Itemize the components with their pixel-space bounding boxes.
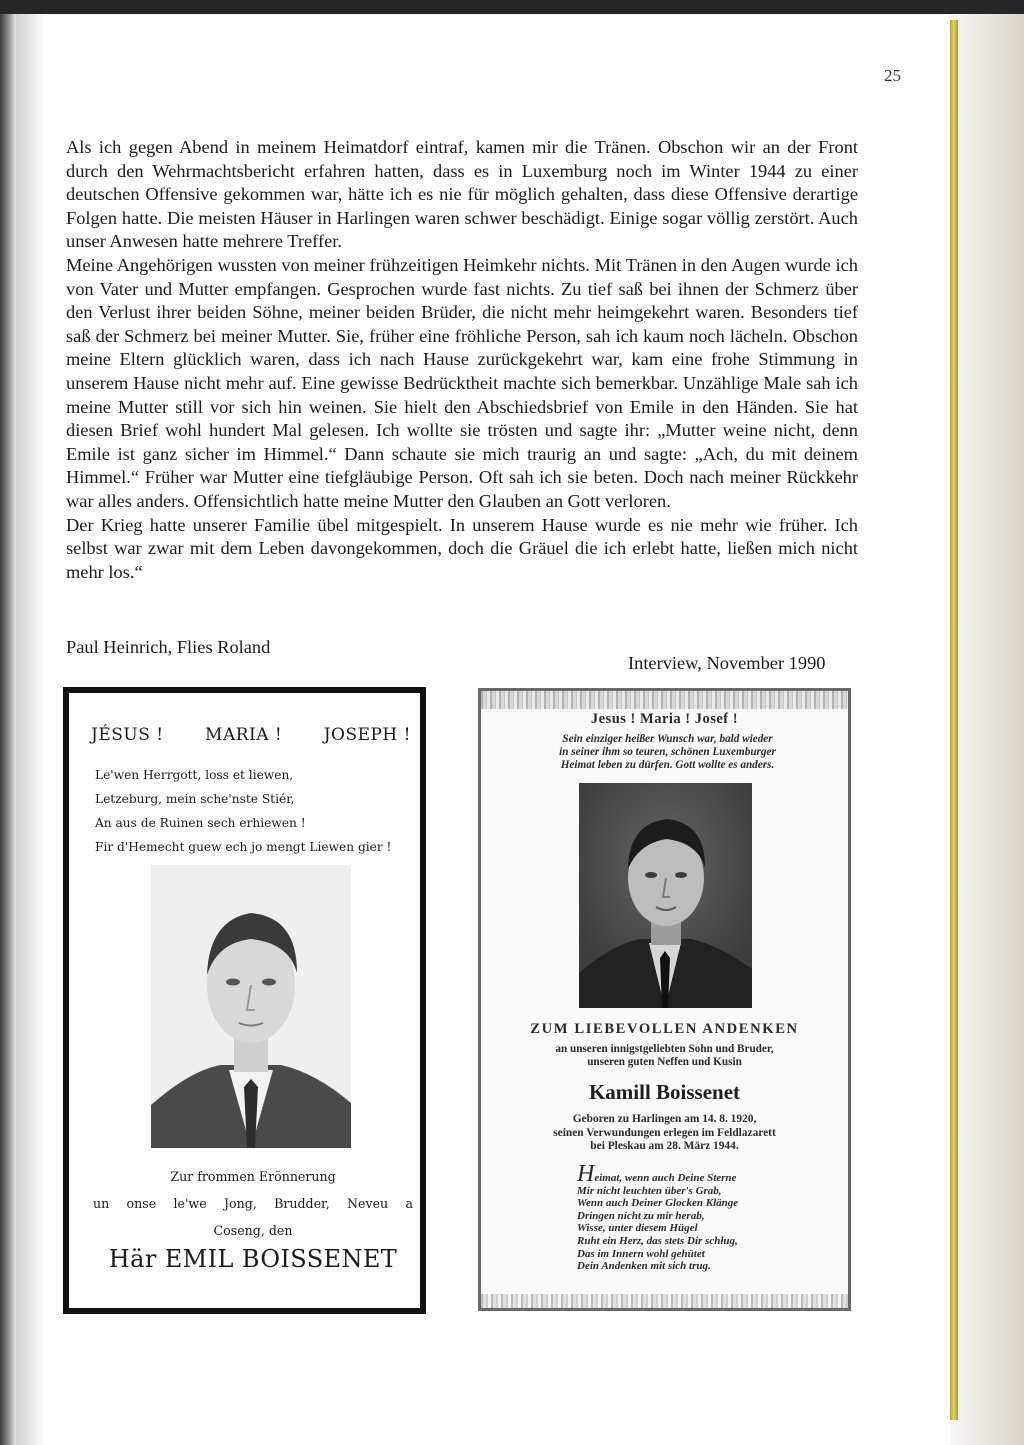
birth-death-line: seinen Verwundungen erlegen im Feldlazarett (553, 1126, 776, 1139)
card-remembrance (93, 1163, 413, 1244)
remembrance-line (93, 1190, 413, 1217)
book-page-edges (950, 14, 1024, 1445)
poem-line: Letzeburg, mein sche'nste Stiér, (95, 792, 295, 806)
portrait-illustration (579, 783, 752, 1008)
verse-line: Wenn auch Deiner Glocken Klänge (577, 1197, 739, 1210)
invocation-jesus: JÉSUS ! (91, 725, 164, 745)
remembrance-text: un onse le'we Jong, Brudder, Neveu a (93, 1196, 413, 1211)
deceased-name: Här EMIL BOISSENET (108, 1245, 398, 1273)
page-number: 25 (884, 66, 901, 85)
poem-line: An aus de Ruinen sech erhiewen ! (95, 816, 306, 830)
body-text (66, 136, 858, 584)
paragraph: Als ich gegen Abend in meinem Heimatdorf eintraf, kamen mir die Tränen. Obschon wir an der Front durch den Wehrmachtsbericht erfahren hatten, dass es in Luxemburg noch im Winter 1944 zu einer deutschen Offensive gekommen war, hätte ich es nie für möglich gehalten, dass diese Offensive derartige Folgen hatte. Die meisten Häuser in Harlingen waren schwer beschädigt. Einige sogar völlig zerstört. Auch unser Anwesen hatte mehrere Treffer. (66, 137, 858, 252)
deceased-name: Kamill Boissenet (588, 1080, 741, 1104)
verse-line: Dein Andenken mit sich trug. (577, 1260, 711, 1273)
wish-line: Heimat leben zu dürfen. Gott wollte es anders. (560, 759, 775, 771)
verse-text: eimat, wenn auch Deine Sterne (594, 1172, 737, 1184)
dedication-line: an unseren innigstgeliebten Sohn und Bruder, (555, 1043, 774, 1055)
card-andenken: ZUM LIEBEVOLLEN ANDENKEN (530, 1021, 799, 1037)
card-invocation: Jesus ! Maria ! Josef ! (590, 711, 739, 727)
verse-line: Das im Innern wohl gehütet (577, 1247, 705, 1260)
book-gutter-edge (0, 14, 16, 1445)
card-dedication (481, 1043, 848, 1069)
birth-death-line: bei Pleskau am 28. März 1944. (590, 1140, 739, 1152)
portrait-illustration (151, 865, 351, 1148)
verse-line: Wisse, unter diesem Hügel (577, 1222, 698, 1235)
card-invocation (91, 725, 411, 745)
card-verse (577, 1161, 827, 1273)
signature: Paul Heinrich, Flies Roland (66, 637, 271, 657)
card-birth-death (481, 1113, 848, 1154)
dedication-line: unseren guten Neffen und Kusin (587, 1056, 742, 1068)
interview-date: Interview, November 1990 (628, 653, 826, 673)
memorial-card-emil (63, 687, 426, 1314)
poem-line: Le'wen Herrgott, loss et liewen, (95, 768, 294, 782)
memorial-card-kamill (478, 688, 851, 1311)
card-print-noise-top (481, 691, 848, 709)
remembrance-line: Coseng, den (213, 1223, 293, 1238)
verse-line: Mir nicht leuchten über's Grab, (577, 1184, 722, 1197)
verse-line: Dringen nicht zu mir herab, (577, 1209, 705, 1222)
paragraph: Der Krieg hatte unserer Familie übel mitgespielt. In unserem Hause wurde es nie mehr wie früher. Ich selbst war zwar mit dem Leben davongekommen, doch die Gräuel die ich erlebt hatte, ließen mich nicht mehr los.“ (66, 514, 858, 582)
portrait-photo (579, 783, 752, 1008)
invocation-joseph: JOSEPH ! (323, 725, 411, 745)
remembrance-line: Zur frommen Erönnerung (170, 1169, 336, 1184)
verse-line (577, 1161, 827, 1187)
wish-line: in seiner ihm so teuren, schönen Luxemburger (559, 746, 776, 758)
portrait-photo (151, 865, 351, 1148)
invocation-maria: MARIA ! (205, 725, 283, 745)
verse-initial: H (577, 1161, 595, 1187)
card-print-noise-bottom (481, 1294, 848, 1308)
poem-line: Fir d'Hemecht guew ech jo mengt Liewen gier ! (95, 840, 392, 854)
birth-death-line: Geboren zu Harlingen am 14. 8. 1920, (572, 1113, 757, 1125)
gutter-shadow (16, 14, 46, 1445)
gilt-edge (950, 20, 958, 1420)
paragraph: Meine Angehörigen wussten von meiner frühzeitigen Heimkehr nichts. Mit Tränen in den Augen wurde ich von Vater und Mutter empfangen. Gesprochen wurde fast nichts. Zu tief saß bei ihnen der Schmerz über den Verlust ihrer beiden Söhne, meiner beiden Brüder, die nicht mehr heimgekehrt waren. Besonders tief saß der Schmerz bei meiner Mutter. Sie, früher eine fröhliche Person, sah ich kaum noch lächeln. Obschon meine Eltern glücklich waren, dass ich nach Hause zurückgekehrt war, kam eine frohe Stimmung in unserem Hause nicht mehr auf. Eine gewisse Bedrücktheit machte sich bemerkbar. Unzählige Male sah ich meine Mutter still vor sich hin weinen. Sie hielt den Abschiedsbrief von Emile in den Händen. Sie hat diesen Brief wohl hundert Mal gelesen. Ich wollte sie trösten und sagte ihr: „Mutter weine nicht, denn Emile ist ganz sicher im Himmel.“ Dann schaute sie mich traurig an und sagte: „Ach, du mit deinem Himmel.“ Früher war Mutter eine tiefgläubige Person. Oft sah ich sie beten. Doch nach meiner Rückkehr war alles anders. Offensichtlich hatte meine Mutter den Glauben an Gott verloren. (66, 254, 858, 511)
card-poem (95, 763, 425, 859)
scan-border-top (0, 0, 1024, 14)
wish-line: Sein einziger heißer Wunsch war, bald wieder (562, 733, 773, 745)
card-wish (491, 733, 844, 772)
verse-line: Ruht ein Herz, das stets Dir schlug, (577, 1234, 738, 1247)
